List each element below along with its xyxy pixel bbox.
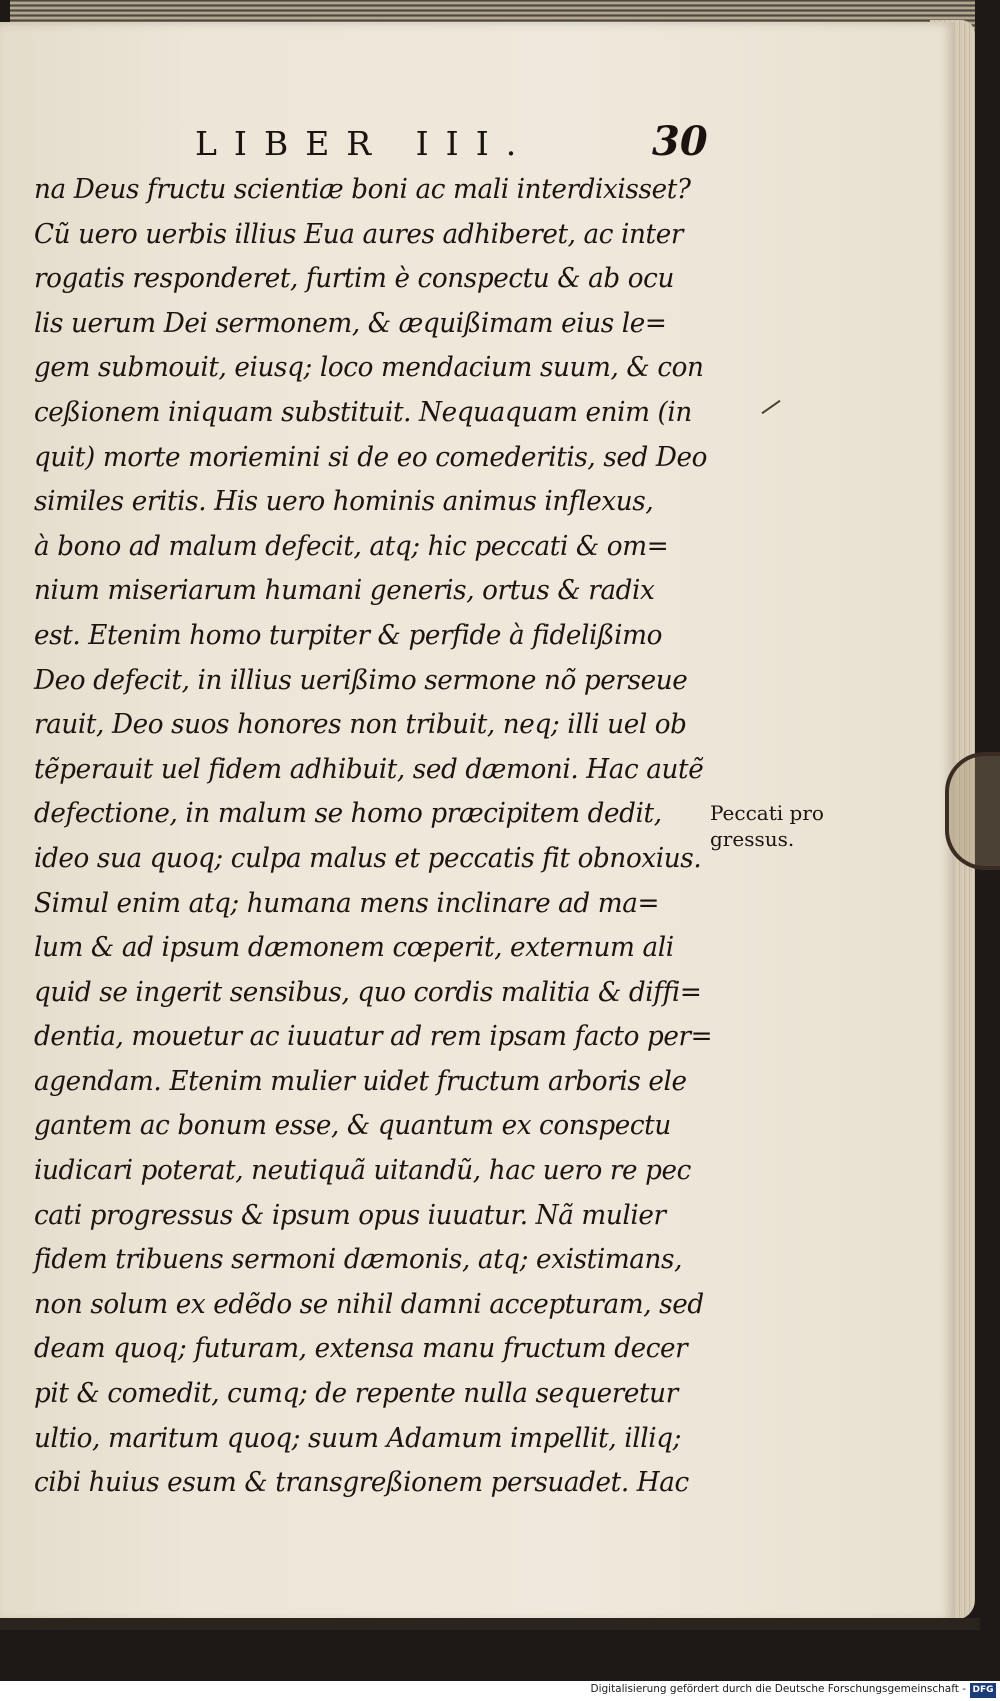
text-line: non solum ex edẽdo se nihil damni accepturam, sed [34, 1288, 704, 1320]
text-line: rauit, Deo suos honores non tribuit, neq; illi uel ob [34, 709, 687, 741]
text-line: deam quoq; futuram, extensa manu fructum decer [34, 1333, 688, 1365]
text-line: iudicari poterat, neutiquã uitandũ, hac uero re pec [34, 1155, 691, 1187]
text-line: ideo sua quoq; culpa malus et peccatis fit obnoxius. [34, 842, 702, 874]
text-line: ultio, maritum quoq; suum Adamum impellit, illiq; [34, 1422, 682, 1454]
text-line: Simul enim atq; humana mens inclinare ad ma= [34, 887, 660, 919]
marginal-note-line: gressus. [710, 827, 795, 851]
text-line: est. Etenim homo turpiter & perfide à fidelißimo [34, 619, 663, 651]
text-line: similes eritis. His uero hominis animus inflexus, [34, 486, 654, 518]
main-text-block [34, 168, 734, 1506]
marginal-note [710, 800, 824, 852]
text-line: cati progressus & ipsum opus iuuatur. Nã mulier [34, 1199, 666, 1231]
text-line: à bono ad malum defecit, atq; hic peccati & om= [34, 530, 669, 562]
book-clasp [945, 752, 1000, 870]
text-line: Deo defecit, in illius uerißimo sermone nõ perseue [34, 664, 688, 696]
digitization-footer [0, 1681, 1000, 1701]
text-line: gantem ac bonum esse, & quantum ex conspectu [34, 1110, 671, 1142]
book-bottom-edge [0, 1618, 980, 1630]
text-line: na Deus fructu scientiæ boni ac mali interdixisset? [34, 174, 691, 205]
text-line: fidem tribuens sermoni dæmonis, atq; existimans, [34, 1244, 683, 1276]
text-line: ceßionem iniquam substituit. Nequaquam enim (in [34, 396, 692, 428]
page-number: 30 [652, 118, 708, 165]
text-line: Cũ uero uerbis illius Eua aures adhiberet, ac inter [34, 218, 683, 250]
text-line: dentia, mouetur ac iuuatur ad rem ipsam facto per= [34, 1021, 713, 1053]
running-head [150, 118, 710, 168]
text-line: pit & comedit, cumq; de repente nulla sequeretur [34, 1378, 678, 1410]
text-line: defectione, in malum se homo præcipitem dedit, [34, 798, 662, 830]
text-line: quid se ingerit sensibus, quo cordis malitia & diffi= [34, 976, 702, 1008]
text-line: tẽperauit uel fidem adhibuit, sed dæmoni. Hac autẽ [34, 753, 704, 785]
running-head-title: LIBER III. [195, 124, 534, 163]
marginal-note-line: Peccati pro [710, 801, 824, 825]
dfg-logo: DFG [970, 1683, 996, 1698]
text-line: lis uerum Dei sermonem, & æquißimam eius le= [34, 307, 667, 339]
text-line: cibi huius esum & transgreßionem persuadet. Hac [34, 1467, 689, 1499]
text-line: gem submouit, eiusq; loco mendacium suum, & con [34, 352, 704, 384]
text-line: lum & ad ipsum dæmonem cœperit, externum ali [34, 932, 674, 964]
text-line: agendam. Etenim mulier uidet fructum arboris ele [34, 1065, 687, 1097]
text-line: quit) morte moriemini si de eo comederitis, sed Deo [34, 441, 708, 473]
text-line: nium miseriarum humani generis, ortus & radix [34, 575, 655, 607]
funding-credit: Digitalisierung gefördert durch die Deutsche Forschungsgemeinschaft - [590, 1683, 966, 1695]
text-line: rogatis responderet, furtim è conspectu & ab ocu [34, 263, 674, 295]
